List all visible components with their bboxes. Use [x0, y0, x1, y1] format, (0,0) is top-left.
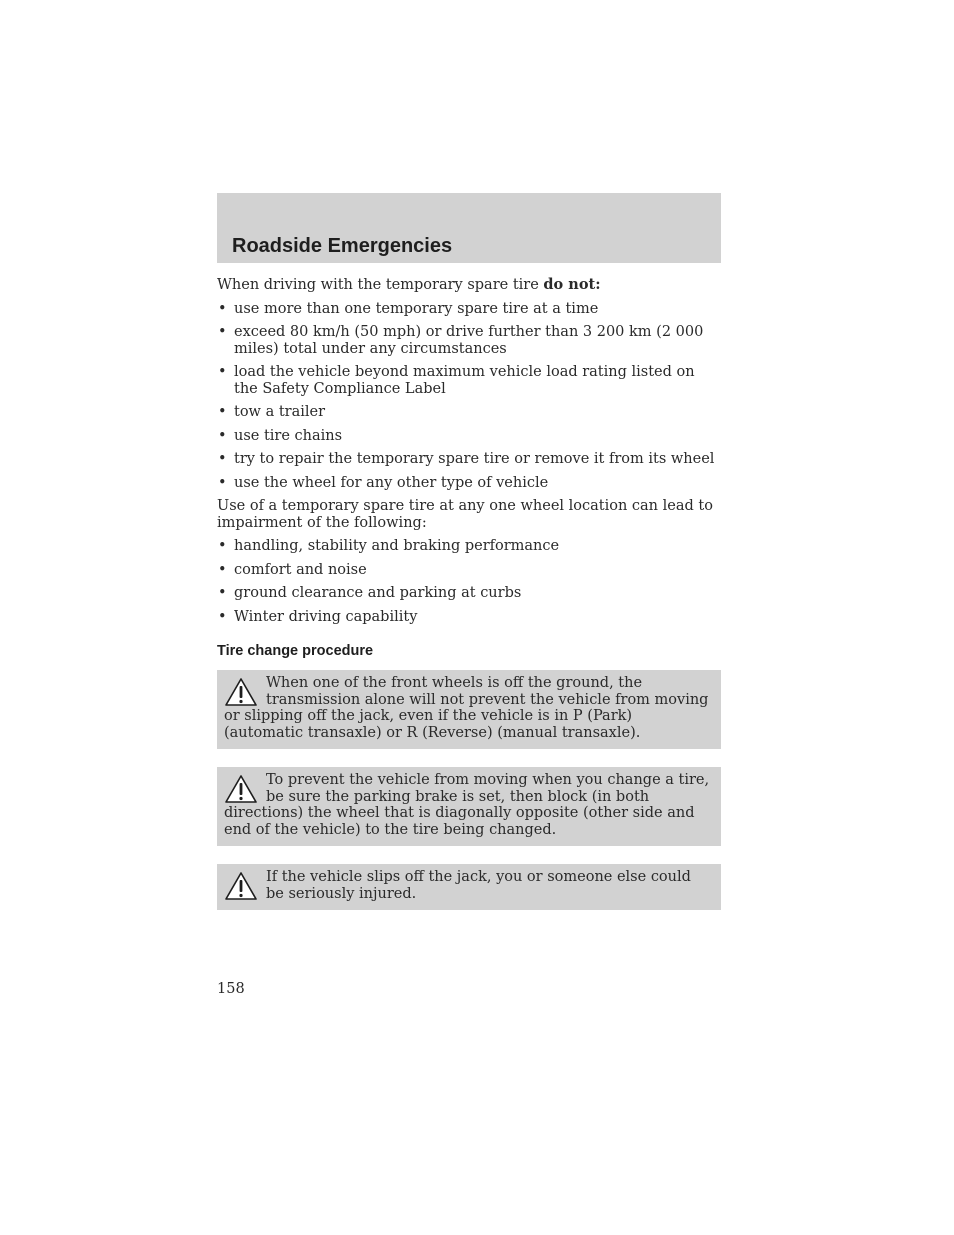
impairment-paragraph: Use of a temporary spare tire at any one wheel location can lead to impairment of the following:: [217, 498, 713, 531]
list-item: • ground clearance and parking at curbs: [218, 585, 522, 601]
list-item: • exceed 80 km/h (50 mph) or drive further than 3 200 km (2 000 miles) total under any circumstances: [218, 324, 704, 357]
bullet: •: [218, 364, 227, 380]
warning-box: [217, 767, 721, 846]
impairment-list: [217, 538, 721, 625]
bullet: •: [218, 474, 227, 491]
list-item: • load the vehicle beyond maximum vehicle load rating listed on the Safety Compliance Label: [218, 364, 695, 397]
page-number: 158: [217, 981, 245, 997]
donts-list: [217, 301, 721, 492]
warning-text: If the vehicle slips off the jack, you or someone else could be seriously injured.: [266, 869, 691, 902]
page-content: [217, 277, 721, 928]
section-header-band: [217, 193, 721, 263]
list-item: • tow a trailer: [218, 404, 326, 420]
section-title: Roadside Emergencies: [232, 235, 453, 257]
list-item: • use more than one temporary spare tire at a time: [218, 300, 599, 317]
warning-triangle-icon: [224, 774, 258, 804]
bullet: •: [218, 404, 227, 420]
intro-emphasis: do not:: [543, 276, 601, 293]
procedure-heading: Tire change procedure: [217, 643, 374, 659]
bullet: •: [218, 451, 227, 467]
warning-text: To prevent the vehicle from moving when you change a tire, be sure the parking brake is set, then block (in both directions) the wheel that is diagonally opposite (other side and end of the vehicle) to the tire being changed.: [224, 772, 710, 838]
list-item: • use the wheel for any other type of vehicle: [218, 474, 549, 491]
bullet: •: [218, 585, 227, 601]
bullet: •: [218, 427, 227, 444]
list-item: • handling, stability and braking performance: [218, 538, 560, 554]
warning-triangle-icon: [224, 871, 258, 901]
warning-text: When one of the front wheels is off the ground, the transmission alone will not prevent the vehicle from moving or slipping off the jack, even if the vehicle is in P (Park) (automatic transaxle) or R (Reverse) (manual transaxle).: [224, 675, 709, 741]
list-item: • comfort and noise: [218, 561, 367, 578]
intro-paragraph: [217, 277, 721, 294]
list-item: • use tire chains: [218, 427, 343, 444]
warning-box: [217, 864, 721, 910]
list-item: • Winter driving capability: [218, 608, 418, 625]
bullet: •: [218, 538, 227, 554]
bullet: •: [218, 324, 227, 340]
bullet: •: [218, 561, 227, 578]
warning-box: [217, 670, 721, 749]
list-item: • try to repair the temporary spare tire or remove it from its wheel: [218, 451, 715, 467]
intro-text: When driving with the temporary spare tire: [217, 277, 544, 293]
bullet: •: [218, 300, 227, 317]
warning-triangle-icon: [224, 677, 258, 707]
bullet: •: [218, 608, 227, 625]
